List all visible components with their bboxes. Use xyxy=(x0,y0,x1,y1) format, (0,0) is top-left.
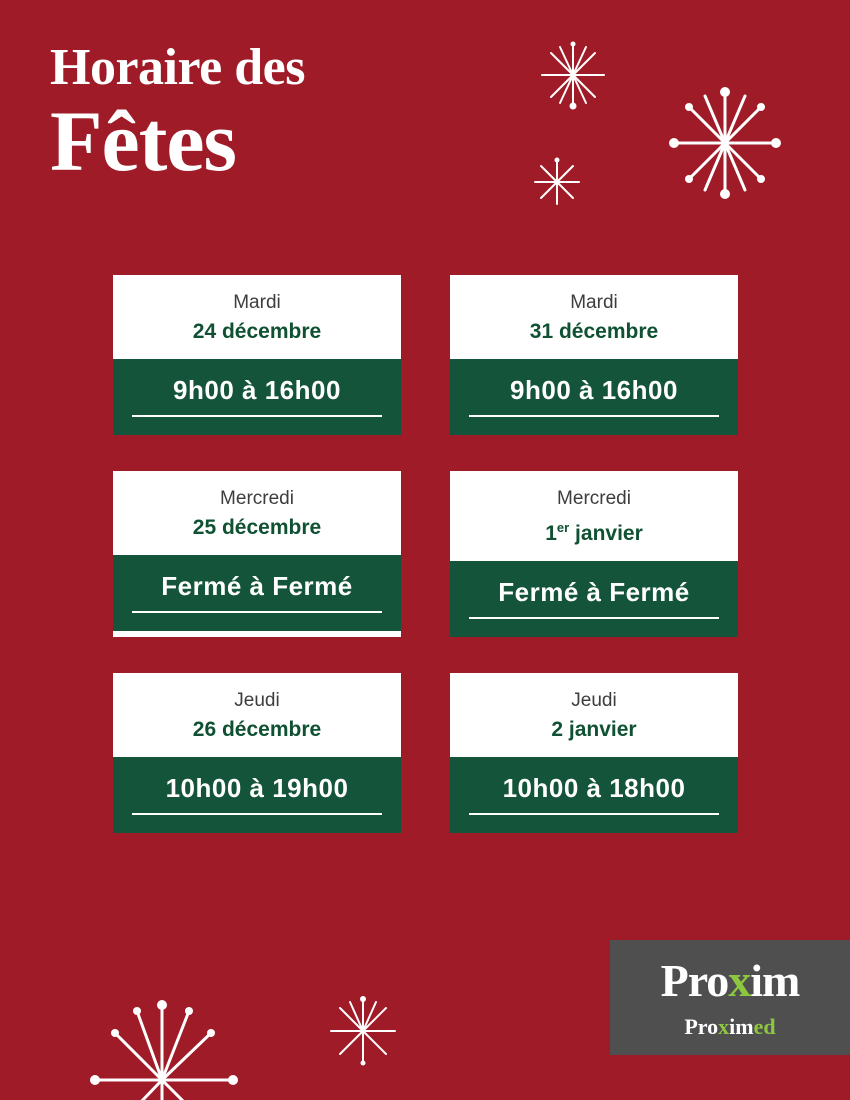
card-hours: 9h00 à 16h00 xyxy=(173,375,341,405)
hours-card xyxy=(450,275,738,435)
hours-row xyxy=(113,471,738,637)
hours-card xyxy=(450,471,738,637)
brand-logo-subwordmark xyxy=(610,1014,850,1040)
card-underline xyxy=(132,415,382,417)
logo-part-1: Pro xyxy=(660,955,729,1006)
card-date: 25 décembre xyxy=(192,516,322,539)
card-header xyxy=(113,471,401,555)
card-date: 26 décembre xyxy=(192,718,322,741)
card-day: Mardi xyxy=(570,292,618,313)
title-line-2: Fêtes xyxy=(50,93,236,189)
card-underline xyxy=(469,415,719,417)
sublogo-part-1: Pro xyxy=(684,1014,719,1039)
card-header xyxy=(113,275,401,359)
card-hours-panel xyxy=(113,555,401,631)
card-underline xyxy=(469,813,719,815)
snowflake-icon xyxy=(530,155,584,209)
logo-x-mark: x xyxy=(728,955,751,1006)
card-underline xyxy=(469,617,719,619)
card-header xyxy=(450,471,738,561)
card-hours-panel xyxy=(450,561,738,637)
logo-part-2: im xyxy=(750,955,800,1006)
brand-logo xyxy=(610,940,850,1055)
page-title xyxy=(50,39,305,189)
card-hours: Fermé à Fermé xyxy=(161,571,353,601)
card-underline xyxy=(132,611,382,613)
brand-logo-wordmark xyxy=(610,954,850,1007)
hours-card xyxy=(113,471,401,637)
card-header xyxy=(450,673,738,757)
card-day: Mercredi xyxy=(220,488,294,509)
hours-row xyxy=(113,673,738,833)
card-date-ordinal: er xyxy=(556,520,570,535)
card-day: Jeudi xyxy=(234,690,280,711)
card-date: 24 décembre xyxy=(192,320,322,343)
card-underline xyxy=(132,813,382,815)
card-hours-panel xyxy=(450,359,738,435)
hours-card xyxy=(113,275,401,435)
title-line-1: Horaire des xyxy=(50,39,305,96)
sublogo-x-mark: x xyxy=(718,1014,730,1039)
hours-grid xyxy=(113,275,738,869)
card-hours: Fermé à Fermé xyxy=(498,577,690,607)
card-day: Mardi xyxy=(233,292,281,313)
card-header xyxy=(113,673,401,757)
sublogo-part-3: ed xyxy=(753,1014,776,1039)
card-hours-panel xyxy=(113,757,401,833)
hours-card xyxy=(113,673,401,833)
card-hours: 10h00 à 18h00 xyxy=(502,773,686,803)
sublogo-part-2: im xyxy=(729,1014,754,1039)
snowflake-icon xyxy=(325,993,401,1069)
card-hours-panel xyxy=(113,359,401,435)
snowflake-icon xyxy=(660,78,790,208)
card-date xyxy=(460,515,728,547)
card-date-number: 1 xyxy=(545,522,557,545)
hours-row xyxy=(113,275,738,435)
card-date: 31 décembre xyxy=(529,320,659,343)
snowflake-icon xyxy=(536,38,610,112)
card-header xyxy=(450,275,738,359)
card-date-month: janvier xyxy=(569,522,643,545)
card-hours: 10h00 à 19h00 xyxy=(165,773,349,803)
card-hours: 9h00 à 16h00 xyxy=(510,375,678,405)
card-hours-panel xyxy=(450,757,738,833)
hours-card xyxy=(450,673,738,833)
card-date: 2 janvier xyxy=(551,718,637,741)
card-day: Jeudi xyxy=(571,690,617,711)
card-day: Mercredi xyxy=(557,488,631,509)
snowflake-icon xyxy=(85,985,240,1100)
